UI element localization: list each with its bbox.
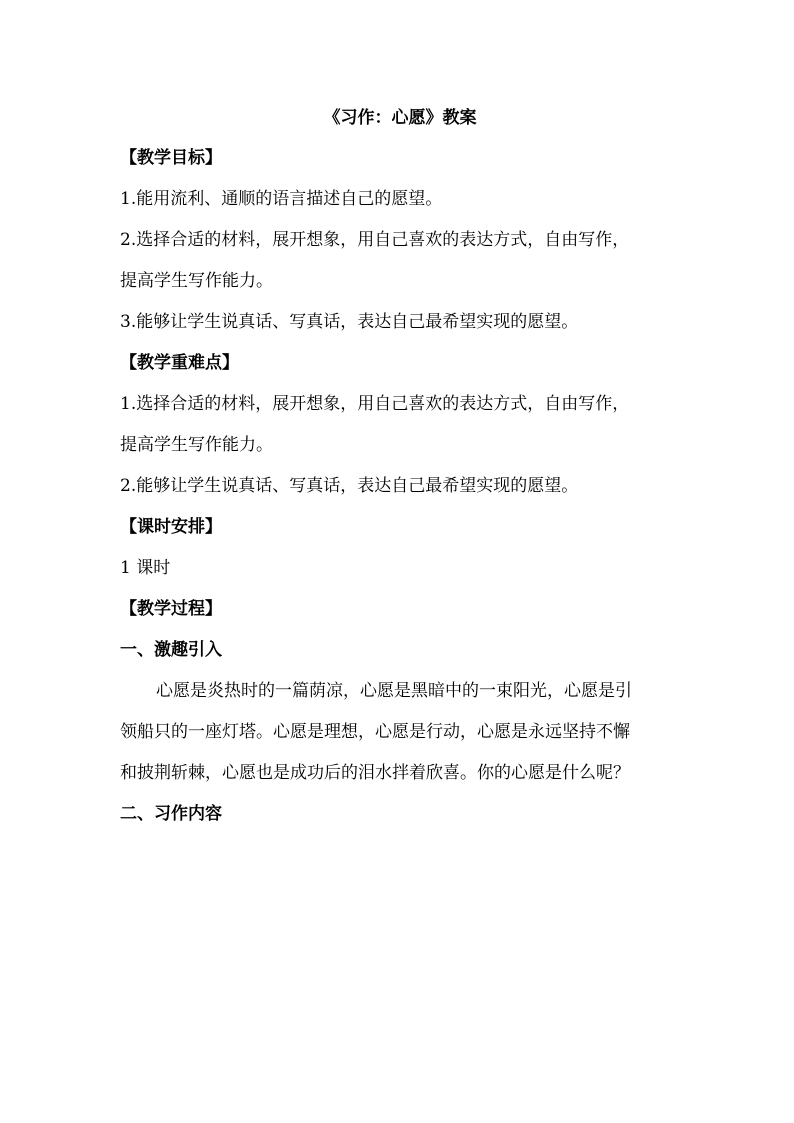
document-title: 《习作：心愿》教案 <box>323 108 477 128</box>
objective-line: 2.选择合适的材料，展开想象，用自己喜欢的表达方式，自由写作， <box>120 230 630 250</box>
objectives-heading: 【教学目标】 <box>120 148 222 168</box>
objective-line: 3.能够让学生说真话、写真话，表达自己最希望实现的愿望。 <box>120 312 579 332</box>
objective-line: 1.能用流利、通顺的语言描述自己的愿望。 <box>120 189 443 209</box>
process-heading: 【教学过程】 <box>120 599 222 619</box>
part-one-paragraph-line: 和披荆斩棘，心愿也是成功后的泪水拌着欣喜。你的心愿是什么呢？ <box>120 763 630 783</box>
document-body <box>120 98 680 835</box>
keypoint-line: 提高学生写作能力。 <box>120 435 273 455</box>
schedule-heading: 【课时安排】 <box>120 517 222 537</box>
part-one-heading: 一、激趣引入 <box>120 640 222 660</box>
keypoint-line: 2.能够让学生说真话、写真话，表达自己最希望实现的愿望。 <box>120 476 579 496</box>
keypoints-heading: 【教学重难点】 <box>120 353 239 373</box>
schedule-text: 1 课时 <box>120 558 171 578</box>
part-two-heading: 二、习作内容 <box>120 804 222 824</box>
objective-line: 提高学生写作能力。 <box>120 271 273 291</box>
keypoint-line: 1.选择合适的材料，展开想象，用自己喜欢的表达方式，自由写作， <box>120 394 630 414</box>
part-one-paragraph-line: 心愿是炎热时的一篇荫凉，心愿是黑暗中的一束阳光，心愿是引 <box>156 681 632 701</box>
part-one-paragraph-line: 领船只的一座灯塔。心愿是理想，心愿是行动，心愿是永远坚持不懈 <box>120 722 630 742</box>
